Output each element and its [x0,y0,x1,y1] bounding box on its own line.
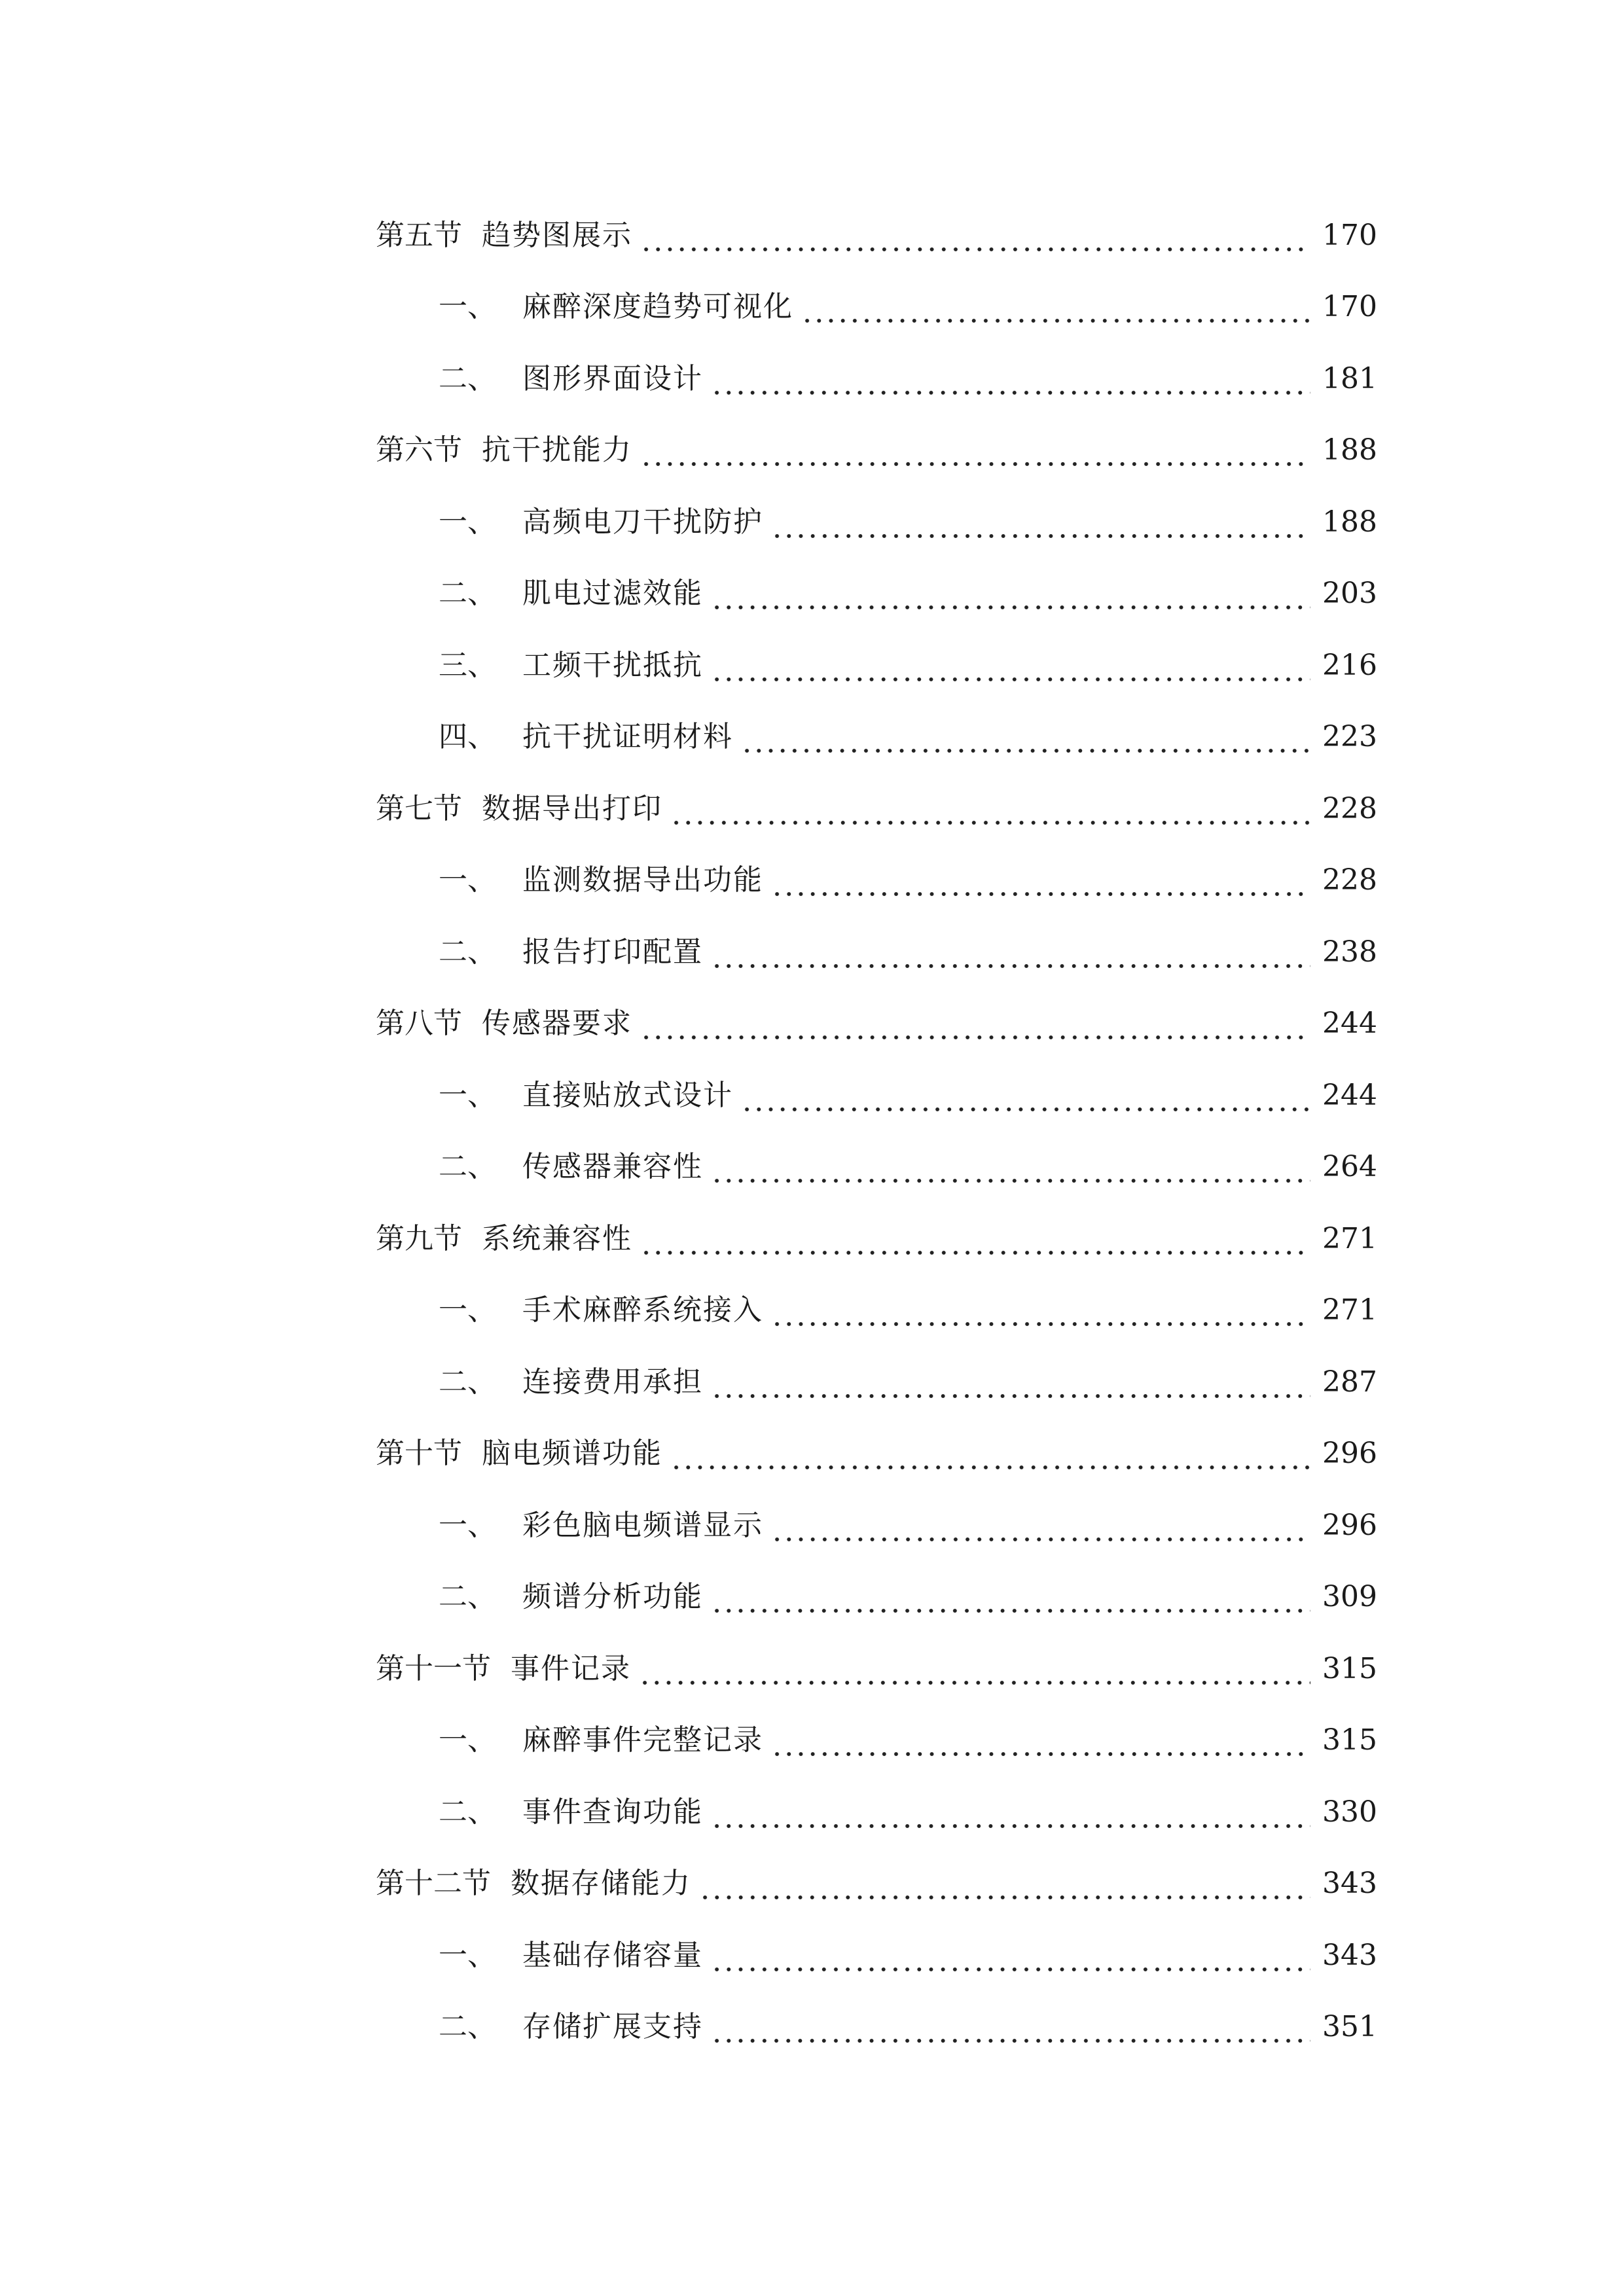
toc-entry[interactable] [376,1844,1377,1916]
toc-title: 手术麻醉系统接入 [522,1293,763,1327]
toc-number: 第五节 [376,218,462,252]
dot-leader [711,654,1310,683]
toc-entry[interactable] [376,1915,1377,1987]
toc-entry[interactable] [376,912,1377,984]
toc-title: 系统兼容性 [482,1221,632,1255]
dot-leader [741,725,1310,754]
dot-leader [711,367,1310,396]
toc-entry[interactable] [376,1270,1377,1342]
toc-number: 第七节 [376,791,462,825]
toc-entry[interactable] [376,1772,1377,1844]
toc-title: 事件记录 [511,1651,631,1685]
toc-title: 图形界面设计 [522,361,703,395]
dot-leader [771,511,1310,539]
toc-entry[interactable] [376,697,1377,769]
toc-title: 数据导出打印 [482,791,662,825]
toc-page-number: 203 [1322,577,1377,610]
dot-leader [640,1012,1310,1041]
toc-number: 四、 [439,720,496,753]
toc-entry[interactable] [376,1198,1377,1270]
toc-page-number: 181 [1322,361,1377,395]
toc-entry[interactable] [376,1055,1377,1127]
toc-title: 麻醉事件完整记录 [522,1723,763,1757]
toc-number: 第十节 [376,1437,462,1470]
toc-title: 高频电刀干扰防护 [522,505,763,539]
toc-number: 二、 [439,361,496,395]
toc-entry[interactable] [376,1987,1377,2059]
toc-title: 直接贴放式设计 [522,1078,733,1112]
toc-title: 麻醉深度趋势可视化 [522,290,793,323]
toc-entry[interactable] [376,267,1377,339]
toc-number: 三、 [439,648,496,682]
toc-entry[interactable] [376,768,1377,840]
dot-leader [711,582,1310,611]
dot-leader [771,1299,1310,1327]
toc-page-number: 315 [1322,1651,1377,1685]
dot-leader [699,1872,1310,1901]
toc-page-number: 296 [1322,1437,1377,1470]
dot-leader [771,1729,1310,1757]
toc-title: 报告打印配置 [522,935,703,969]
toc-title: 传感器兼容性 [522,1150,703,1183]
toc-number: 第九节 [376,1221,462,1255]
toc-page-number: 228 [1322,791,1377,825]
toc-page-number: 223 [1322,720,1377,753]
toc-page-number: 309 [1322,1580,1377,1613]
toc-number: 一、 [439,505,496,539]
table-of-contents [376,195,1377,2058]
toc-title: 数据存储能力 [511,1867,691,1900]
toc-entry[interactable] [376,482,1377,554]
toc-page-number: 238 [1322,935,1377,969]
dot-leader [670,797,1310,826]
toc-entry[interactable] [376,1342,1377,1414]
dot-leader [801,295,1310,324]
dot-leader [670,1442,1310,1471]
dot-leader [640,1227,1310,1256]
toc-page-number: 315 [1322,1723,1377,1757]
toc-title: 传感器要求 [482,1007,632,1040]
toc-number: 一、 [439,1078,496,1112]
toc-entry[interactable] [376,1557,1377,1629]
toc-page-number: 244 [1322,1078,1377,1112]
toc-number: 二、 [439,1795,496,1829]
dot-leader [771,869,1310,897]
toc-page-number: 343 [1322,1867,1377,1900]
toc-title: 工频干扰抵抗 [522,648,703,682]
toc-page-number: 287 [1322,1365,1377,1399]
toc-title: 监测数据导出功能 [522,863,763,897]
toc-number: 二、 [439,1580,496,1613]
toc-title: 基础存储容量 [522,1938,703,1972]
dot-leader [711,1371,1310,1399]
dot-leader [771,1514,1310,1543]
toc-number: 第六节 [376,433,462,467]
toc-page-number: 188 [1322,505,1377,539]
toc-entry[interactable] [376,338,1377,410]
toc-number: 第十一节 [376,1651,491,1685]
toc-title: 脑电频谱功能 [482,1437,662,1470]
toc-page-number: 188 [1322,433,1377,467]
toc-entry[interactable] [376,840,1377,912]
toc-page-number: 264 [1322,1150,1377,1183]
toc-entry[interactable] [376,554,1377,626]
toc-entry[interactable] [376,1414,1377,1486]
toc-title: 抗干扰能力 [482,433,632,467]
dot-leader [711,2015,1310,2044]
toc-number: 一、 [439,290,496,323]
toc-number: 一、 [439,1508,496,1542]
toc-title: 肌电过滤效能 [522,577,703,610]
toc-page-number: 170 [1322,290,1377,323]
dot-leader [640,439,1310,467]
toc-title: 趋势图展示 [482,218,632,252]
dot-leader [711,941,1310,969]
toc-number: 二、 [439,577,496,610]
toc-number: 一、 [439,1938,496,1972]
toc-page-number: 170 [1322,218,1377,252]
toc-title: 事件查询功能 [522,1795,703,1829]
toc-page-number: 296 [1322,1508,1377,1542]
toc-entry[interactable] [376,1700,1377,1772]
toc-title: 连接费用承担 [522,1365,703,1399]
dot-leader [711,1944,1310,1973]
toc-title: 抗干扰证明材料 [522,720,733,753]
toc-title: 存储扩展支持 [522,2010,703,2043]
toc-title: 彩色脑电频谱显示 [522,1508,763,1542]
toc-number: 二、 [439,2010,496,2043]
toc-page-number: 271 [1322,1221,1377,1255]
toc-number: 二、 [439,935,496,969]
toc-page-number: 330 [1322,1795,1377,1829]
toc-title: 频谱分析功能 [522,1580,703,1613]
toc-entry[interactable] [376,1127,1377,1199]
dot-leader [711,1801,1310,1829]
toc-page-number: 216 [1322,648,1377,682]
toc-page-number: 228 [1322,863,1377,897]
toc-entry[interactable] [376,984,1377,1056]
toc-number: 第十二节 [376,1867,491,1900]
toc-entry[interactable] [376,1485,1377,1557]
toc-page-number: 244 [1322,1007,1377,1040]
toc-number: 一、 [439,1293,496,1327]
toc-entry[interactable] [376,195,1377,267]
toc-page-number: 271 [1322,1293,1377,1327]
dot-leader [711,1155,1310,1184]
toc-number: 第八节 [376,1007,462,1040]
toc-number: 二、 [439,1365,496,1399]
toc-number: 一、 [439,863,496,897]
toc-entry[interactable] [376,1628,1377,1700]
dot-leader [639,1657,1310,1686]
toc-entry[interactable] [376,410,1377,482]
dot-leader [711,1585,1310,1614]
dot-leader [741,1084,1310,1113]
toc-number: 二、 [439,1150,496,1183]
toc-number: 一、 [439,1723,496,1757]
toc-page-number: 351 [1322,2010,1377,2043]
dot-leader [640,224,1310,253]
toc-page-number: 343 [1322,1938,1377,1972]
toc-entry[interactable] [376,625,1377,697]
